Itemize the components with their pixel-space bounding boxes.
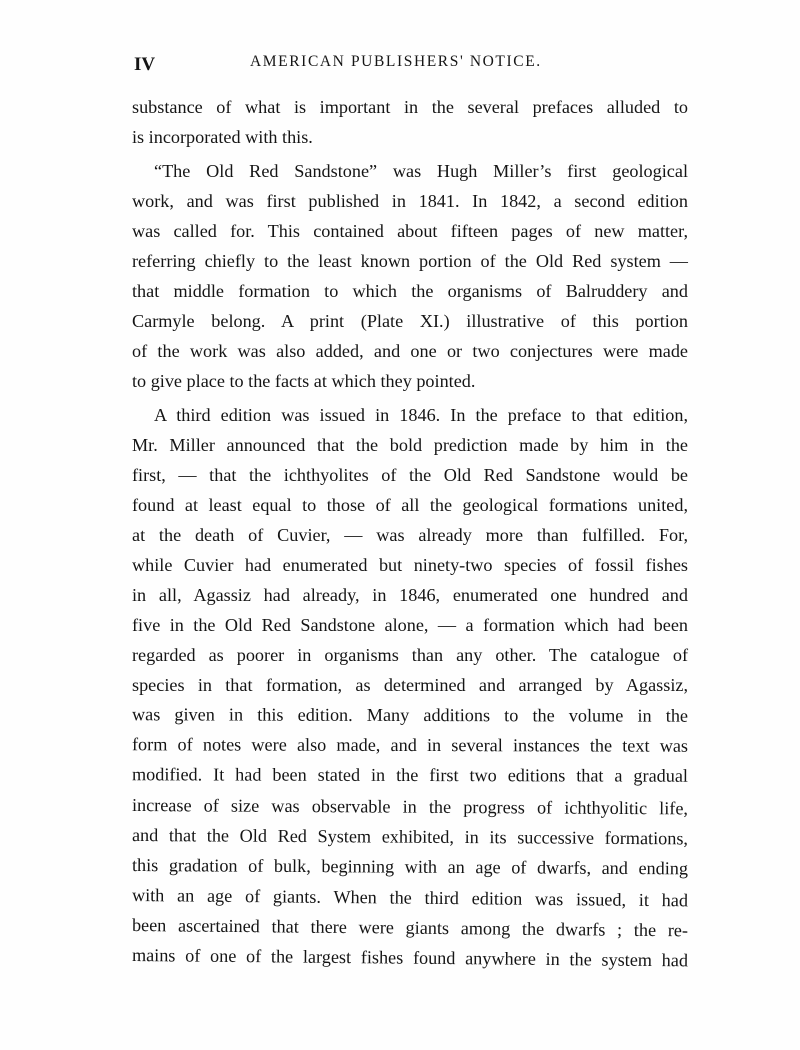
text-line: was called for. This contained about fifteen pages of new matter, [132,221,688,241]
paragraph-1 [132,92,688,152]
text-line: in all, Agassiz had already, in 1846, enumerated one hundred and [132,585,688,605]
body-text [132,92,688,970]
text-line: of the work was also added, and one or two conjectures were made [132,341,688,361]
text-line: referring chiefly to the least known portion of the Old Red system — [132,251,688,271]
running-head: AMERICAN PUBLISHERS' NOTICE. [250,53,542,70]
paragraph-3 [132,400,688,970]
text-line: that middle formation to which the organisms of Balruddery and [132,281,688,301]
text-line: “The Old Red Sandstone” was Hugh Miller’s first geological [154,161,688,181]
text-line: is incorporated with this. [132,127,313,147]
text-line: was given in this edition. Many additions to the volume in the [131,704,689,726]
page-header [130,48,690,76]
paragraph-2 [132,156,688,396]
text-line: with an age of giants. When the third edition was issued, it had [131,885,689,911]
text-line: regarded as poorer in organisms than any other. The catalogue of [132,645,688,665]
text-line: increase of size was observable in the progress of ichthyolitic life, [131,795,689,819]
text-line: substance of what is important in the several prefaces alluded to [132,97,688,117]
text-line: to give place to the facts at which they pointed. [132,371,476,391]
text-line: A third edition was issued in 1846. In the preface to that edition, [154,405,688,425]
text-line: modified. It had been stated in the first two editions that a gradual [131,764,689,786]
text-line: Carmyle belong. A print (Plate XI.) illustrative of this portion [132,311,688,331]
text-line: been ascertained that there were giants among the dwarfs ; the re- [131,915,689,941]
text-line: this gradation of bulk, beginning with an age of dwarfs, and ending [131,855,689,879]
text-line: form of notes were also made, and in several instances the text was [131,734,689,756]
text-line: mains of one of the largest fishes found anywhere in the system had [131,945,689,971]
text-line: at the death of Cuvier, — was already more than fulfilled. For, [132,525,688,545]
text-line: first, — that the ichthyolites of the Old Red Sandstone would be [132,465,688,485]
text-line: found at least equal to those of all the geological formations united, [132,495,688,515]
text-line: and that the Old Red System exhibited, in its successive formations, [131,825,689,849]
text-line: while Cuvier had enumerated but ninety-two species of fossil fishes [132,555,688,575]
page-number: IV [134,54,156,75]
text-line: species in that formation, as determined and arranged by Agassiz, [132,675,688,695]
text-line: Mr. Miller announced that the bold prediction made by him in the [132,435,688,455]
text-line: five in the Old Red Sandstone alone, — a formation which had been [132,615,688,635]
text-line: work, and was first published in 1841. In 1842, a second edition [132,191,688,211]
